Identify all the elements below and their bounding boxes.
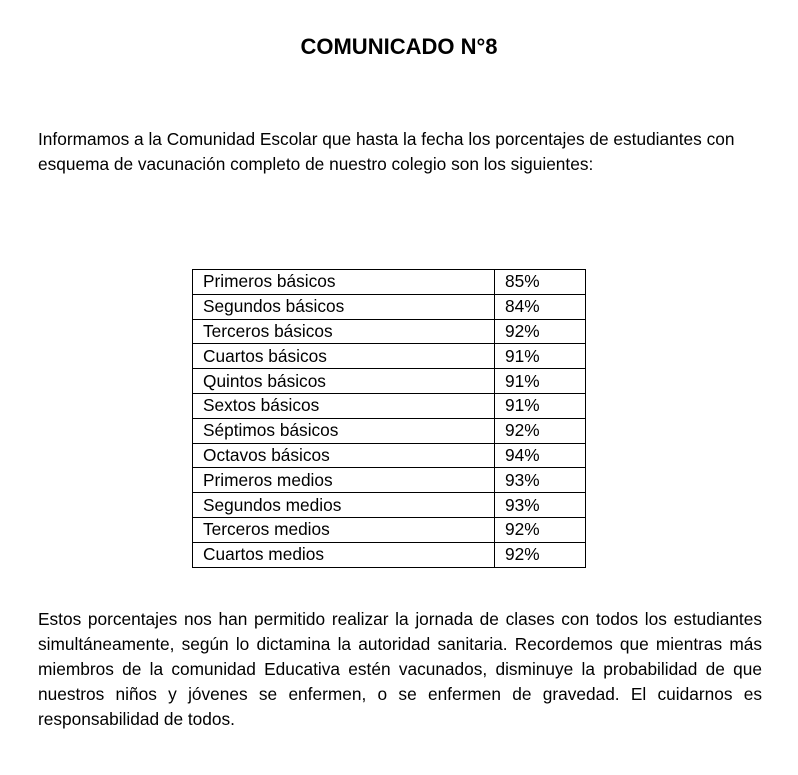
table-row — [193, 443, 586, 468]
course-cell: Cuartos medios — [193, 542, 495, 567]
table-row — [193, 393, 586, 418]
percent-cell: 91% — [495, 344, 586, 369]
percent-cell: 92% — [495, 418, 586, 443]
percent-cell: 85% — [495, 270, 586, 295]
course-cell: Primeros medios — [193, 468, 495, 493]
table-row — [193, 294, 586, 319]
percent-cell: 94% — [495, 443, 586, 468]
vaccination-table-container — [192, 269, 586, 568]
percent-cell: 92% — [495, 517, 586, 542]
table-row — [193, 468, 586, 493]
percent-cell: 92% — [495, 319, 586, 344]
table-row — [193, 493, 586, 518]
course-cell: Séptimos básicos — [193, 418, 495, 443]
vaccination-table — [192, 269, 586, 568]
table-row — [193, 517, 586, 542]
course-cell: Sextos básicos — [193, 393, 495, 418]
course-cell: Segundos básicos — [193, 294, 495, 319]
course-cell: Terceros medios — [193, 517, 495, 542]
intro-paragraph: Informamos a la Comunidad Escolar que hasta la fecha los porcentajes de estudiantes con esquema de vacunación completo de nuestro colegio son los siguientes: — [38, 129, 735, 174]
percent-cell: 93% — [495, 493, 586, 518]
percent-cell: 91% — [495, 369, 586, 394]
percent-cell: 93% — [495, 468, 586, 493]
page-title: COMUNICADO N°8 — [300, 34, 498, 59]
percent-cell: 91% — [495, 393, 586, 418]
table-row — [193, 418, 586, 443]
course-cell: Terceros básicos — [193, 319, 495, 344]
table-row — [193, 369, 586, 394]
table-row — [193, 270, 586, 295]
table-row — [193, 319, 586, 344]
course-cell: Cuartos básicos — [193, 344, 495, 369]
course-cell: Segundos medios — [193, 493, 495, 518]
course-cell: Octavos básicos — [193, 443, 495, 468]
table-row — [193, 542, 586, 567]
closing-paragraph: Estos porcentajes nos han permitido realizar la jornada de clases con todos los estudiantes simultáneamente, según lo dictamina la autoridad sanitaria. Recordemos que mientras más miembros de la comunidad Educativa estén vacunados, disminuye la probabilidad de que nuestros niños y jóvenes se enfermen, o se enfermen de gravedad. El cuidarnos es responsabilidad de todos. — [38, 609, 762, 729]
percent-cell: 84% — [495, 294, 586, 319]
percent-cell: 92% — [495, 542, 586, 567]
course-cell: Primeros básicos — [193, 270, 495, 295]
table-row — [193, 344, 586, 369]
course-cell: Quintos básicos — [193, 369, 495, 394]
